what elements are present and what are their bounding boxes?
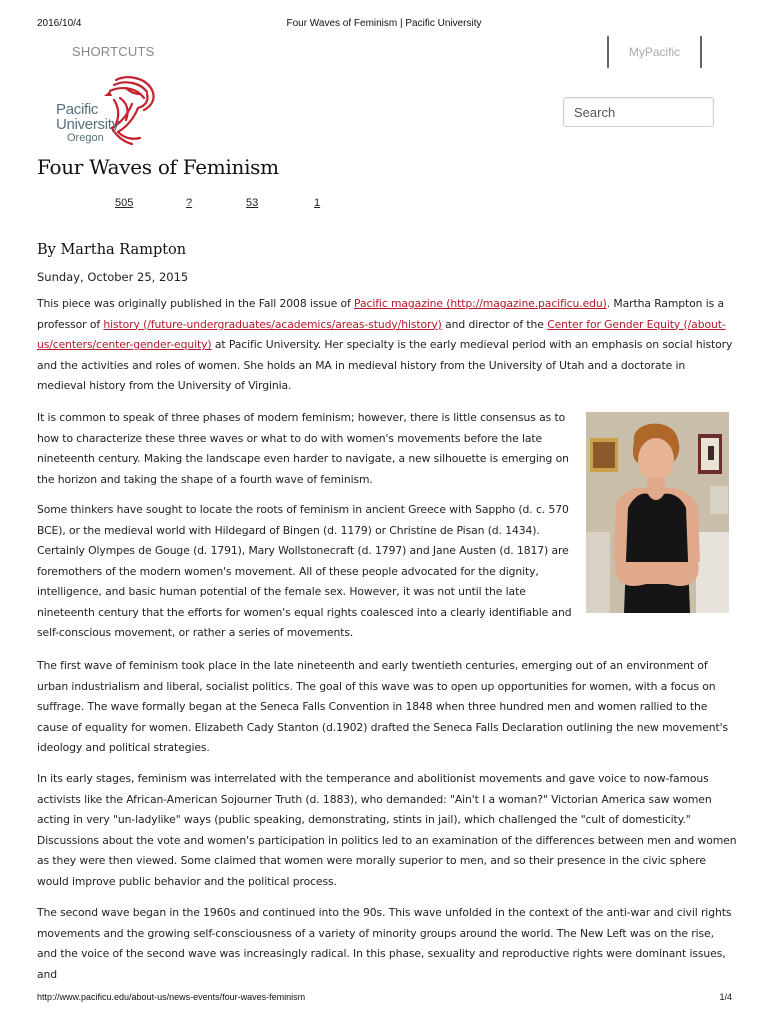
print-date: 2016/10/4 — [37, 18, 82, 29]
wordmark-line-3: Oregon — [67, 132, 104, 144]
print-url: http://www.pacificu.edu/about-us/news-events/four-waves-feminism — [37, 992, 306, 1002]
article-paragraph-2: It is common to speak of three phases of modern feminism; however, there is little consensus as to how to characterize these three waves or what to do with women's movements before the late nineteenth century. Making the landscape even harder to navigate, a new silhouette is emerging on the horizon and taking the shape of a fourth wave of feminism. — [37, 411, 569, 486]
intro-text-1: This piece was originally published in the Fall 2008 issue of — [37, 297, 355, 310]
share-count-1[interactable]: 505 — [115, 197, 134, 209]
print-page-number: 1/4 — [719, 992, 732, 1002]
intro-paragraph — [37, 294, 737, 397]
university-wordmark — [56, 102, 119, 144]
intro-text-4: at Pacific University. Her specialty is the early medieval period with an emphasis on social history and the activities and roles of women. She holds an MA in medieval history from the University of Utah and a doctorate in medieval history from the University of Virginia. — [37, 338, 733, 392]
article-paragraph-4: The first wave of feminism took place in the late nineteenth and early twentieth centuries, emerging out of an environment of urban industrialism and liberal, socialist politics. The goal of this wave was to open up opportunities for women, with a focus on suffrage. The wave formally began at the Seneca Falls Convention in 1848 when three hundred men and women rallied to the cause of equality for women. Elizabeth Cady Stanton (d.1902) drafted the Seneca Falls Declaration outlining the new movement's ideology and political strategies. — [37, 659, 729, 754]
share-count-3[interactable]: 53 — [246, 197, 259, 209]
wordmark-line-1: Pacific — [56, 101, 99, 118]
print-page-title: Four Waves of Feminism | Pacific University — [286, 18, 482, 29]
page-title: Four Waves of Feminism — [37, 155, 279, 179]
intro-text-2: . Martha Rampton is a professor of — [37, 297, 725, 331]
history-link[interactable]: history (/future-undergraduates/academics/areas-study/history) — [103, 317, 442, 331]
mypacific-link[interactable]: MyPacific — [628, 45, 681, 59]
share-count-4[interactable]: 1 — [314, 197, 321, 209]
wordmark-line-2: University — [56, 116, 119, 133]
pacific-magazine-link[interactable]: Pacific magazine (http://magazine.pacificu.edu) — [354, 297, 607, 310]
article-paragraph-5: In its early stages, feminism was interrelated with the temperance and abolitionist movements and gave voice to now-famous activists like the African-American Sojourner Truth (d. 1883), who demanded: "Ain't I a woman?" Victorian America saw women acting in very "un-ladylike" ways (public speaking, demonstrating, stints in jail), which challenged the "cult of domesticity." Discussions about the vote and women's participation in politics led to an examination of the differences between men and women as they were then viewed. Some claimed that women were morally superior to men, and so their presence in the civic sphere would improve public behavior and the political process. — [37, 772, 737, 888]
shortcuts-link[interactable]: SHORTCUTS — [72, 44, 155, 59]
search-input[interactable] — [563, 97, 714, 127]
author-byline: By Martha Rampton — [37, 242, 187, 258]
author-portrait — [586, 412, 729, 613]
article-paragraph-6: The second wave began in the 1960s and continued into the 90s. This wave unfolded in the context of the anti-war and civil rights movements and the growing self-consciousness of a variety of minority groups around the world. The New Left was on the rise, and the voice of the second wave was increasingly radical. In this phase, sexuality and reproductive rights were dominant issues, and — [37, 906, 732, 981]
gender-equity-link[interactable]: Center for Gender Equity (/about-us/centers/center-gender-equity) — [37, 317, 726, 351]
publish-date: Sunday, October 25, 2015 — [37, 270, 189, 284]
share-count-2[interactable]: ? — [186, 197, 193, 209]
article-paragraph-3: Some thinkers have sought to locate the roots of feminism in ancient Greece with Sappho (d. c. 570 BCE), or the medieval world with Hildegard of Bingen (d. 1179) or Christine de Pisan (d. 1434). Certainly Olympes de Gouge (d. 1791), Mary Wollstonecraft (d. 1797) and Jane Austen (d. 1817) are foremothers of the modern women's movement. All of these people advocated for the dignity, intelligence, and basic human potential of the female sex. However, it was not until the late nineteenth century that the efforts for women's equal rights coalesced into a clearly identifiable and self-conscious movement, or rather a series of movements. — [37, 503, 572, 639]
intro-text-3: and director of the — [441, 317, 548, 331]
